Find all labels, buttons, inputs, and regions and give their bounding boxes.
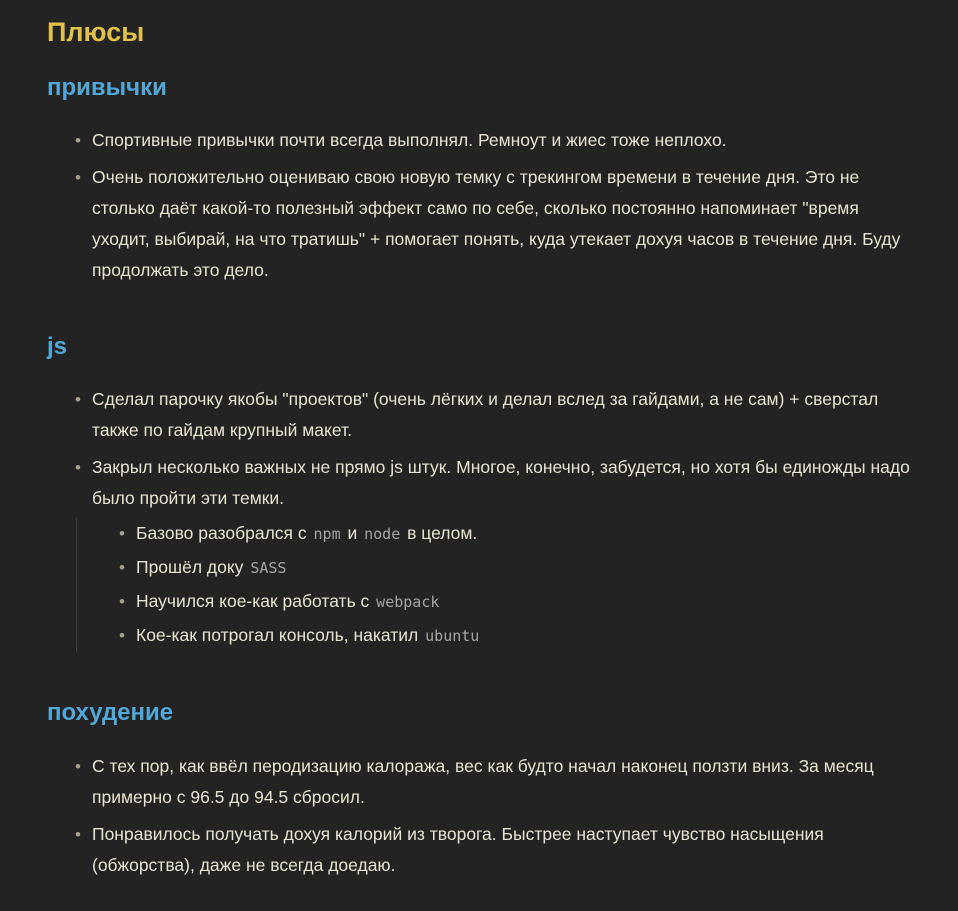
bullet-list (47, 384, 912, 652)
section-js (47, 334, 912, 652)
list-item: • Научился кое-как работать с webpack (136, 586, 912, 618)
list-item: • С тех пор, как ввёл перодизацию калоража, вес как будто начал наконец ползти вниз. За месяц примерно с 96.5 до 94.5 сбросил. (92, 751, 912, 813)
page-title: Плюсы (47, 17, 145, 47)
list-item (92, 452, 912, 652)
inline-code: ubuntu (425, 627, 480, 646)
inline-code: node (364, 525, 401, 544)
list-item: • Сделал парочку якобы "проектов" (очень лёгких и делал вслед за гайдами, а не сам) + сверстал также по гайдам крупный макет. (92, 384, 912, 446)
list-item: • Кое-как потрогал консоль, накатил ubuntu (136, 620, 912, 652)
list-item: • Базово разобрался с npm и node в целом. (136, 518, 912, 550)
list-item: • Прошёл доку SASS (136, 552, 912, 584)
bullet-list (47, 125, 912, 286)
section-heading-habits: привычки (47, 73, 167, 101)
list-item-text: Закрыл несколько важных не прямо js штук. Многое, конечно, забудется, но хотя бы единожды надо было пройти эти темки. (92, 457, 910, 509)
section-weight-loss (47, 700, 912, 880)
section-heading-weight-loss: похудение (47, 699, 174, 727)
nested-bullet-list (76, 518, 912, 652)
section-heading-js: js (47, 333, 68, 361)
inline-code: npm (313, 525, 341, 544)
list-item: • Очень положительно оцениваю свою новую темку с трекингом времени в течение дня. Это не столько даёт какой-то полезный эффект само по себе, сколько постоянно напоминает "время уходит, выбирай, на что тратишь" + помогает понять, куда утекает дохуя часов в течение дня. Буду продолжать это дело. (92, 162, 912, 286)
note-reading-view (0, 18, 958, 911)
list-item: • Понравилось получать дохуя калорий из творога. Быстрее наступает чувство насыщения (обжорства), даже не всегда доедаю. (92, 819, 912, 881)
inline-code: SASS (250, 559, 287, 578)
inline-code: webpack (376, 593, 440, 612)
list-item: • Спортивные привычки почти всегда выполнял. Ремноут и жиес тоже неплохо. (92, 125, 912, 156)
bullet-list (47, 751, 912, 881)
section-habits (47, 75, 912, 286)
